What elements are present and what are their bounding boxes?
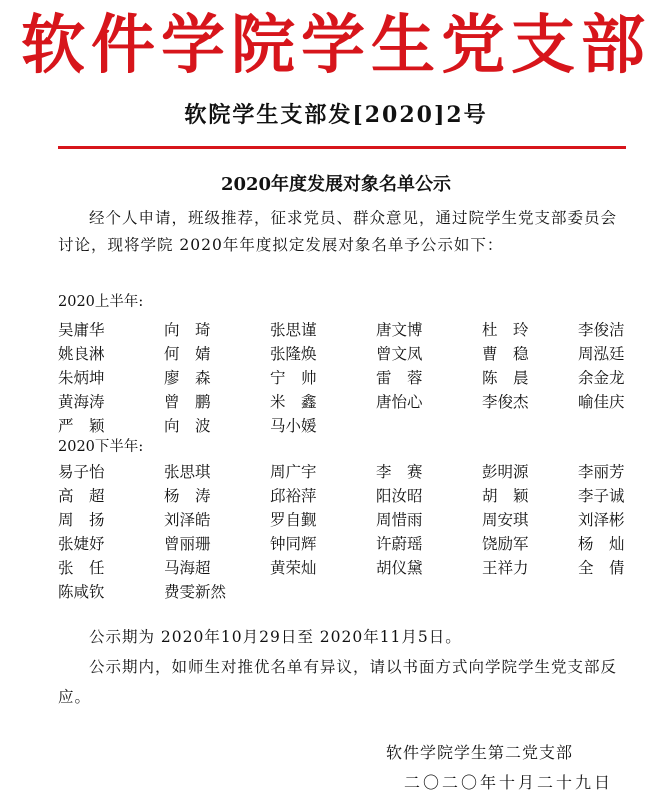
candidate-name: 张婕妤 [58,535,105,553]
candidate-name: 王祥力 [482,559,529,577]
second-half-label: 2020下半年: [58,439,144,455]
first-half-label: 2020上半年: [58,294,144,310]
candidate-name: 雷 蓉 [376,369,423,387]
document-number: 软院学生支部发[2020]2号 [184,102,488,128]
candidate-name: 周广宇 [270,463,317,481]
candidate-name: 李 赛 [376,463,423,481]
candidate-name: 陈咸钦 [58,583,105,601]
candidate-name: 杨 涛 [164,487,211,505]
candidate-name: 余金龙 [578,369,625,387]
intro-paragraph: 经个人申请，班级推荐，征求党员、群众意见，通过院学生党支部委员会讨论，现将学院 2020年年度拟定发展对象名单予公示如下： [58,209,618,254]
candidate-name: 黄荣灿 [270,559,317,577]
candidate-name: 胡仪黛 [376,559,423,577]
signature-org: 软件学院学生第二党支部 [386,743,574,762]
candidate-name: 李丽芳 [578,463,625,481]
objection-notice: 公示期内，如师生对推优名单有异议，请以书面方式向学院学生党支部反应。 [58,658,618,706]
red-divider [58,146,626,149]
candidate-name: 喻佳庆 [578,393,625,411]
candidate-name: 杜 玲 [482,321,529,339]
candidate-name: 黄海涛 [58,393,105,411]
candidate-name: 严 颖 [58,417,105,435]
signature-date: 二〇二〇年十月二十九日 [404,773,614,792]
candidate-name: 刘泽皓 [164,511,211,529]
candidate-name: 李俊洁 [578,321,625,339]
candidate-name: 阳汝昭 [376,487,423,505]
candidate-name: 李子诚 [578,487,625,505]
candidate-name: 向 波 [164,417,211,435]
candidate-name: 钟同辉 [270,535,317,553]
second-half-name-list [58,460,634,604]
candidate-name: 许蔚瑶 [376,535,423,553]
candidate-name: 朱炳坤 [58,369,105,387]
candidate-name: 马小媛 [270,417,317,435]
candidate-name: 陈 晨 [482,369,529,387]
org-masthead: 软件学院学生党支部 [21,8,651,83]
candidate-name: 唐文博 [376,321,423,339]
candidate-name: 宁 帅 [270,369,317,387]
candidate-name: 廖 森 [164,369,211,387]
candidate-name: 曾 鹏 [164,393,211,411]
notice-title: 2020年度发展对象名单公示 [220,174,452,195]
candidate-name: 马海超 [164,559,211,577]
candidate-name: 姚良淋 [58,345,105,363]
candidate-name: 杨 灿 [578,535,625,553]
candidate-name: 张隆焕 [270,345,317,363]
candidate-name: 邱裕萍 [270,487,317,505]
candidate-name: 向 琦 [164,321,211,339]
candidate-name: 曾文凤 [376,345,423,363]
candidate-name: 吴庸华 [58,321,105,339]
candidate-name: 周安琪 [482,511,529,529]
candidate-name: 饶励军 [482,535,529,553]
candidate-name: 费雯新然 [164,583,227,601]
publicity-period: 公示期为 2020年10月29日至 2020年11月5日。 [89,628,462,646]
candidate-name: 胡 颖 [482,487,529,505]
candidate-name: 张思琪 [164,463,211,481]
candidate-name: 周惜雨 [376,511,423,529]
candidate-name: 曹 稳 [482,345,529,363]
candidate-name: 罗自觐 [270,511,317,529]
candidate-name: 全 倩 [578,559,625,577]
candidate-name: 易子怡 [58,463,105,481]
candidate-name: 何 婧 [164,345,211,363]
candidate-name: 周 扬 [58,511,105,529]
candidate-name: 刘泽彬 [578,511,625,529]
candidate-name: 曾丽珊 [164,535,211,553]
candidate-name: 米 鑫 [270,393,317,411]
candidate-name: 李俊杰 [482,393,529,411]
candidate-name: 周泓廷 [578,345,625,363]
candidate-name: 彭明源 [482,463,529,481]
candidate-name: 张 任 [58,559,105,577]
candidate-name: 唐怡心 [376,393,423,411]
candidate-name: 高 超 [58,487,105,505]
first-half-name-list [58,318,634,438]
candidate-name: 张思谨 [270,321,317,339]
